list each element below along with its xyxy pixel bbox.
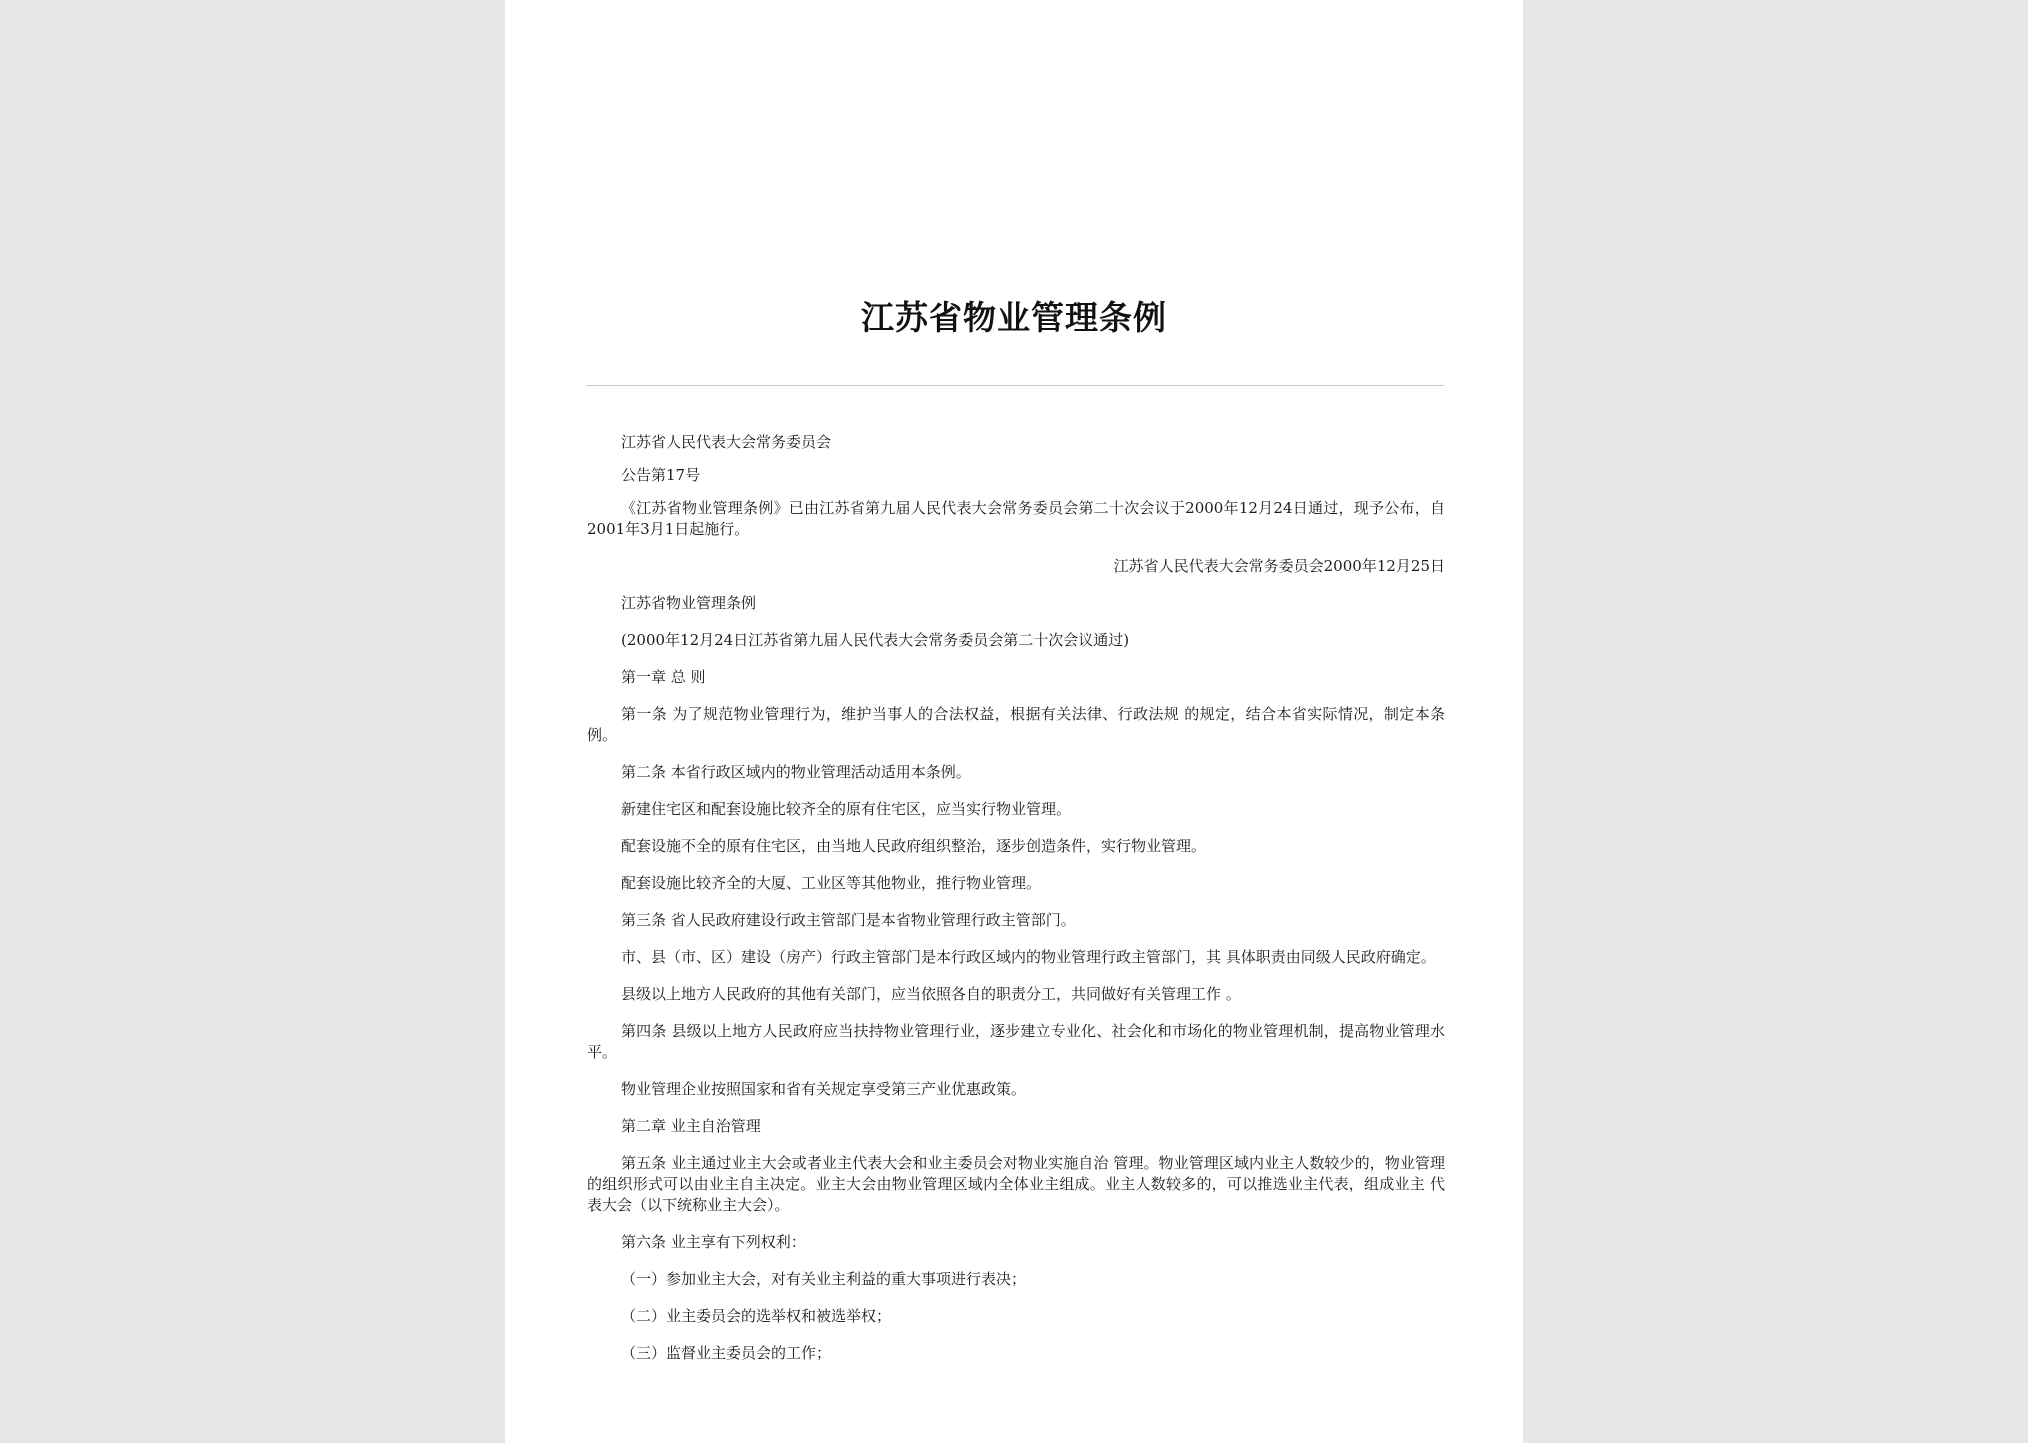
paragraph: 第五条 业主通过业主大会或者业主代表大会和业主委员会对物业实施自治 管理。物业管理区域内业主人数较少的，物业管理的组织形式可以由业主自主决定。业主大会由物业管理区域内全体业主组成。业主人数较多的，可以推选业主代表，组成业主 代表大会（以下统称业主大会）。 — [587, 1154, 1445, 1214]
paragraph: 市、县（市、区）建设（房产）行政主管部门是本行政区域内的物业管理行政主管部门，其 具体职责由同级人民政府确定。 — [621, 948, 1436, 966]
paragraph: 第一条 为了规范物业管理行为，维护当事人的合法权益，根据有关法律、行政法规 的规定，结合本省实际情况，制定本条例。 — [587, 705, 1445, 744]
paragraph: （二）业主委员会的选举权和被选举权； — [621, 1307, 892, 1325]
paragraph: 第三条 省人民政府建设行政主管部门是本省物业管理行政主管部门。 — [621, 911, 1076, 929]
title-divider — [586, 385, 1444, 386]
paragraph: （三）监督业主委员会的工作； — [621, 1344, 832, 1362]
paragraph: （一）参加业主大会，对有关业主利益的重大事项进行表决； — [621, 1270, 1027, 1288]
paragraph: 江苏省物业管理条例 — [621, 594, 757, 612]
paragraph: 配套设施不全的原有住宅区，由当地人民政府组织整治，逐步创造条件，实行物业管理。 — [621, 837, 1207, 855]
document-title: 江苏省物业管理条例 — [861, 298, 1167, 337]
paragraph: 物业管理企业按照国家和省有关规定享受第三产业优惠政策。 — [621, 1080, 1027, 1098]
chapter-heading: 第二章 业主自治管理 — [621, 1117, 761, 1135]
paragraph: 第四条 县级以上地方人民政府应当扶持物业管理行业，逐步建立专业化、社会化和市场化的物业管理机制，提高物业管理水平。 — [587, 1022, 1445, 1061]
paragraph: 第二条 本省行政区域内的物业管理活动适用本条例。 — [621, 763, 971, 781]
paragraph: 公告第17号 — [621, 466, 701, 484]
paragraph: 《江苏省物业管理条例》已由江苏省第九届人民代表大会常务委员会第二十次会议于2000年12月24日通过，现予公布，自2001年3月1日起施行。 — [587, 499, 1445, 538]
paragraph: 县级以上地方人民政府的其他有关部门，应当依照各自的职责分工，共同做好有关管理工作 。 — [621, 985, 1241, 1003]
paragraph: 江苏省人民代表大会常务委员会 — [621, 433, 832, 451]
paragraph: 新建住宅区和配套设施比较齐全的原有住宅区，应当实行物业管理。 — [621, 800, 1072, 818]
signature-line: 江苏省人民代表大会常务委员会2000年12月25日 — [1113, 557, 1445, 575]
paragraph: 第六条 业主享有下列权利： — [621, 1233, 806, 1251]
document-page — [505, 0, 1523, 1443]
paragraph: (2000年12月24日江苏省第九届人民代表大会常务委员会第二十次会议通过) — [621, 631, 1130, 649]
paragraph: 配套设施比较齐全的大厦、工业区等其他物业，推行物业管理。 — [621, 874, 1042, 892]
chapter-heading: 第一章 总 则 — [621, 668, 706, 686]
document-body — [587, 432, 1445, 1380]
